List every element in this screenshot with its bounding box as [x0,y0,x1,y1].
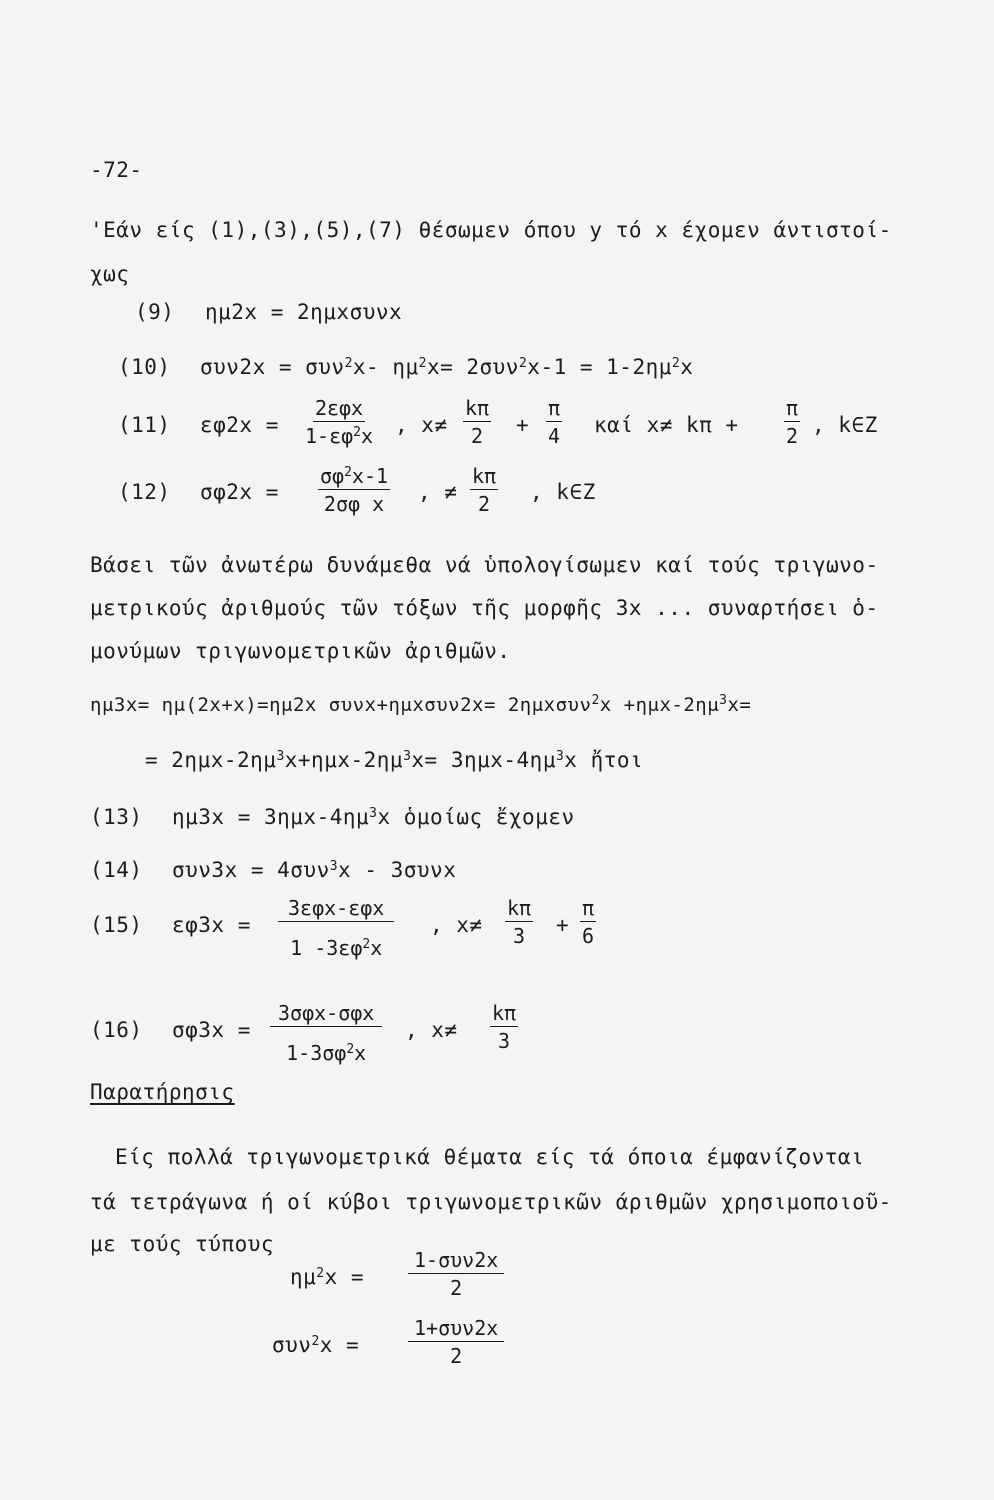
eq10-number: (10) [118,355,171,379]
eq15-cond: , x≠ [430,913,483,937]
eq11-pi2-frac: $\frac{\pi}{2}$ [786,396,799,448]
eq12-lhs: σφ2x = [200,480,279,504]
eq16-fraction: 3σφx-σφx $1-3\sigma\varphi^2x$ [270,1003,382,1063]
eq16-cond: , x≠ [405,1018,458,1042]
eq11-pi-frac: $\frac{\pi}{4}$ [548,396,561,448]
para1-line-3: μονύμων τριγωνομετρικῶν ἀριθμῶν. [90,639,511,663]
para2-line-1: Είς πολλά τριγωνομετρικά θέματα είς τά όποια έμφανίζονται [115,1145,865,1169]
intro-line-1: 'Εάν είς (1),(3),(5),(7) θέσωμεν όπου y τό x έχομεν άντιστοί- [90,218,892,242]
eq9-number: (9) [135,300,175,324]
eq15-k-frac: $\frac{k\pi}{3}$ [507,896,532,948]
formula-cos-sq-frac: 1+συν2x 2 [408,1318,504,1366]
eq11-cond: , x≠ [395,413,448,437]
eq16-lhs: σφ3x = [172,1018,251,1042]
eq15-number: (15) [90,913,143,937]
section-heading: Παρατήρησις [90,1080,235,1104]
eq11-fraction: 2εφx $1-\varepsilon\varphi^2x$ [305,396,374,448]
formula-sin-sq-lhs: $\eta\mu^2x$ = [290,1265,365,1289]
eq13-number: (13) [90,805,143,829]
eq11-plus: + [516,413,530,437]
eq10-formula: συν2x = συν$^2$x- $\eta\mu^2x= 2\sigma\upsilon\nu^2x-1 = 1-2\eta\mu^2x$ [200,355,694,379]
eq11-kz: , k∈Z [812,413,878,437]
eq13-formula: $\eta\mu 3x = 3\eta\mu x-4\eta\mu^3x$ ὁμοίως ἔχομεν [172,805,575,829]
eq11-k-frac: $\frac{k\pi}{2}$ [465,396,490,448]
eq14-number: (14) [90,858,143,882]
eq12-fraction: $\frac{\sigma\varphi^2x-1}{\text{2σφ x}}$ [320,464,389,516]
eq12-number: (12) [118,480,171,504]
eq9-formula: ημ2x = 2ημxσυνx [205,300,403,324]
derivation-line-2: = $2\eta\mu x-2\eta\mu^3x+\eta\mu x-2\eta\mu^3x= 3\eta\mu x-4\eta\mu^3x$ ἤτοι [145,748,644,772]
para2-line-2: τά τετράγωνα ή οί κύβοι τριγωνομετρικῶν άριθμῶν χρησιμοποιοῦ- [90,1190,892,1214]
eq14-formula: συν3x = 4συν$^3$x - 3συνx [172,858,457,882]
intro-line-2: χως [90,262,130,286]
eq15-plus: + [556,913,570,937]
para2-line-3: με τούς τύπους [90,1232,275,1256]
para1-line-1: Βάσει τῶν ἀνωτέρω δυνάμεθα νά ὑπολογίσωμεν καί τούς τριγωνο- [90,553,879,577]
eq12-cond: , ≠ [418,480,458,504]
derivation-line-1: ημ3x= ημ(2x+x)=ημ2x $\sigma\upsilon\nu x+\eta\mu x\sigma\upsilon\nu 2x= 2\eta\mu x\sigma\upsilon\nu^2x +\eta\mu x-2\eta\mu^3x=$ [90,693,752,716]
eq15-fraction: 3εφx-εφx 1 $-3\varepsilon\varphi^2x$ [278,898,394,958]
eq16-number: (16) [90,1018,143,1042]
page-number: -72- [90,158,143,182]
eq12-k-frac: $\frac{k\pi}{2}$ [472,464,497,516]
eq11-number: (11) [118,413,171,437]
eq15-pi-frac: $\frac{\pi}{6}$ [582,896,595,948]
para1-line-2: μετρικούς ἀριθμούς τῶν τόξων τῆς μορφῆς 3x ... συναρτήσει ὁ- [90,596,879,620]
formula-cos-sq-lhs: συν$^2$x = [272,1333,360,1357]
eq12-kz: , k∈Z [530,480,596,504]
formula-sin-sq-frac: 1-συν2x 2 [408,1250,504,1298]
eq15-lhs: εφ3x = [172,913,251,937]
eq11-lhs: εφ2x = [200,413,279,437]
eq16-k-frac: $\frac{k\pi}{3}$ [492,1001,517,1053]
eq11-kai: καί x≠ kπ + [594,413,739,437]
